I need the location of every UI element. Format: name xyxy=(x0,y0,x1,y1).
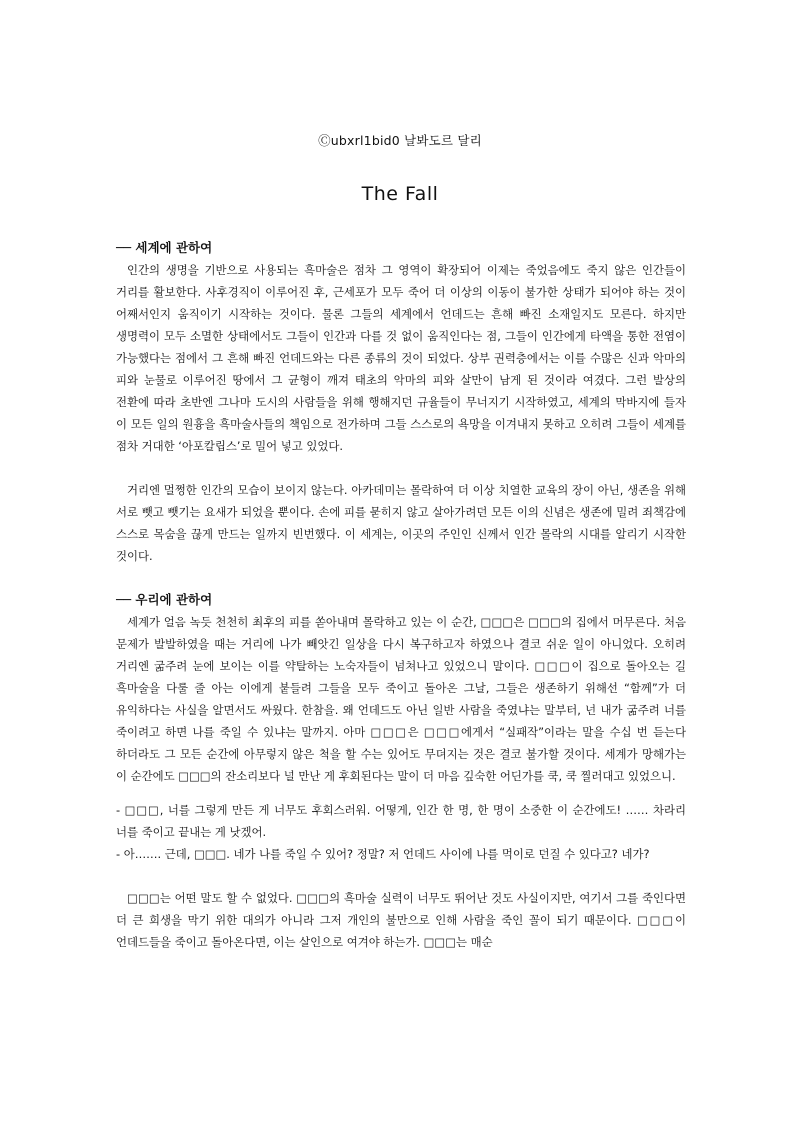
paragraph-spacer xyxy=(116,865,686,887)
paragraph-world-2: 거리엔 멀쩡한 인간의 모습이 보이지 않는다. 아카데미는 몰락하여 더 이상 치열한 교육의 장이 아닌, 생존을 위해 서로 뺏고 뺏기는 요새가 되었을 뿐이다. 손에 피를 묻히지 않고 살아가려던 모든 이의 신념은 생존에 밀려 죄책감에 스스로 목숨을 끊게 만드는 일까지 빈번했다. 이 세계는, 이곳의 주인인 신께서 인간 몰락의 시대를 알리기 시작한 것이다. xyxy=(116,483,686,563)
paragraph-spacer xyxy=(116,787,686,799)
paragraph-us-1: 세계가 얼음 녹듯 천천히 최후의 피를 쏟아내며 몰락하고 있는 이 순간, □□□은 □□□의 집에서 머무른다. 처음 문제가 발발하였을 때는 거리에 나가 빼앗긴 일상을 다시 복구하고자 하였으나 결코 쉬운 일이 아니었다. 오히려 거리엔 굶주려 눈에 보이는 이를 약탈하는 노숙자들이 넘쳐나고 있었으니 말이다. □□□이 집으로 돌아오는 길 흑마술을 다룰 줄 아는 이에게 붙들려 그들을 모두 죽이고 돌아온 그날, 그들은 생존하기 위해선 “함께”가 더 유익하다는 사실을 알면서도 싸웠다. 한참을. 왜 언데드도 아닌 일반 사람을 죽였냐는 말부터, 넌 내가 굶주려 너를 죽이려고 하면 나를 죽일 수 있냐는 말까지. 아마 □□□은 □□□에게서 “실패작”이라는 말을 수십 번 듣는다 하더라도 그 모든 순간에 아무렇지 않은 척을 할 수는 있어도 무뎌지는 것은 결코 불가할 것이다. 세계가 망해가는 이 순간에도 □□□의 잔소리보다 널 만난 게 후회된다는 말이 더 마음 깊숙한 어딘가를 쿡, 쿡 찔러대고 있었으니. xyxy=(116,615,686,783)
dialogue-line-2: - 아……. 근데, □□□. 네가 나를 죽일 수 있어? 정말? 저 언데드 사이에 나를 먹이로 던질 수 있다고? 네가? xyxy=(116,847,650,861)
page-title: The Fall xyxy=(361,183,439,205)
author-credit: Ⓒubxrl1bid0 날봐도르 달리 xyxy=(318,133,482,148)
paragraph-us-closing: □□□는 어떤 말도 할 수 없었다. □□□의 흑마술 실력이 너무도 뛰어난 것도 사실이지만, 여기서 그를 죽인다면 더 큰 희생을 막기 위한 대의가 아니라 그저 개인의 불만으로 인해 사람을 죽인 꼴이 되기 때문이다. □□□이 언데드들을 죽이고 돌아온다면, 이는 살인으로 여겨야 하는가. □□□는 매순 xyxy=(116,891,686,949)
document-body xyxy=(116,237,686,953)
section-spacer xyxy=(116,567,686,589)
section-heading-us: ── 우리에 관하여 xyxy=(116,592,213,607)
paragraph-spacer xyxy=(116,457,686,479)
dialogue-line-1: - □□□, 너를 그렇게 만든 게 너무도 후회스러워. 어떻게, 인간 한 명, 한 명이 소중한 이 순간에도! …… 차라리 너를 죽이고 끝내는 게 낫겠어. xyxy=(116,803,686,839)
section-heading-world: ── 세계에 관하여 xyxy=(116,240,213,255)
paragraph-world-1: 인간의 생명을 기반으로 사용되는 흑마술은 점차 그 영역이 확장되어 이제는 죽었음에도 죽지 않은 인간들이 거리를 활보한다. 사후경직이 이루어진 후, 근세포가 모두 죽어 더 이상의 이동이 불가한 상태가 되어야 하는 것이 어째서인지 움직이기 시작하는 것이다. 물론 그들의 세계에서 언데드는 흔해 빠진 소재일지도 모른다. 하지만 생명력이 모두 소멸한 상태에서도 그들이 인간과 다를 것 없이 움직인다는 점, 그들이 인간에게 타액을 통한 전염이 가능했다는 점에서 그 흔해 빠진 언데드와는 다른 종류의 것이 되었다. 상부 권력층에서는 이를 수많은 신과 악마의 피와 눈물로 이루어진 땅에서 그 균형이 깨져 태초의 악마의 피와 살만이 남게 된 것이라 여겼다. 그런 발상의 전환에 따라 초반엔 그나마 도시의 사람들을 위해 행해지던 규율들이 무너지기 시작하였고, 세계의 막바지에 들자 이 모든 일의 원흉을 흑마술사들의 책임으로 전가하며 그들 스스로의 욕망을 이겨내지 못하고 오히려 그들이 세계를 점차 거대한 ‘아포칼립스’로 밀어 넣고 있었다. xyxy=(116,263,686,453)
